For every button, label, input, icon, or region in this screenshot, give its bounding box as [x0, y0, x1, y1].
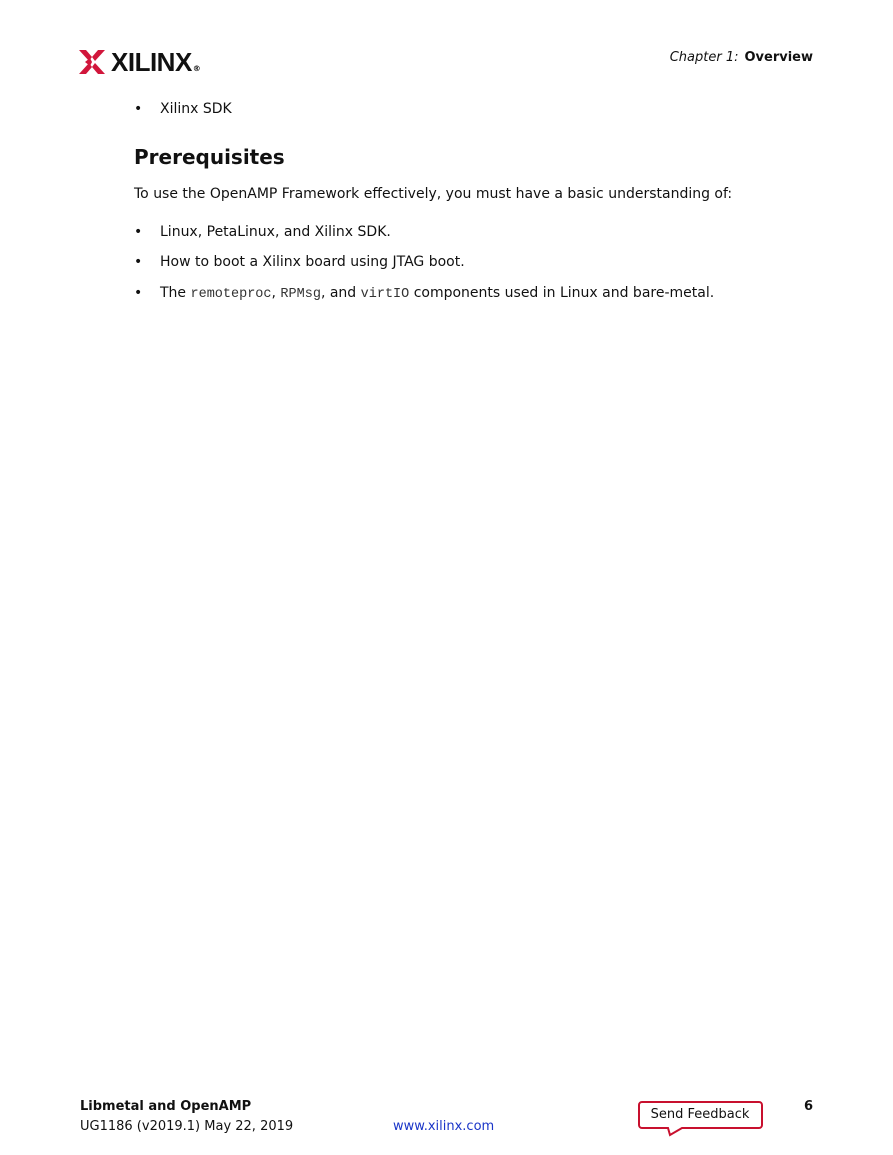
bullet-marker: •	[134, 254, 143, 270]
code-remoteproc: remoteproc	[190, 287, 272, 302]
bullet-marker: •	[134, 285, 143, 301]
text-suffix: components used in Linux and bare-metal.	[409, 285, 715, 301]
bullet-marker: •	[134, 101, 143, 117]
section-heading: Prerequisites	[134, 145, 285, 169]
bullet-marker: •	[134, 224, 143, 240]
chapter-label: Chapter 1:	[669, 50, 739, 65]
logo-wordmark: XILINX	[111, 47, 192, 77]
text-prefix: The	[160, 285, 191, 301]
code-virtio: virtIO	[360, 287, 410, 302]
list-item-text: Linux, PetaLinux, and Xilinx SDK.	[160, 224, 391, 240]
chapter-heading	[670, 50, 813, 65]
code-rpmsg: RPMsg	[280, 287, 321, 302]
intro-paragraph: To use the OpenAMP Framework effectively, you must have a basic understanding of:	[134, 186, 733, 202]
xilinx-logo	[79, 48, 201, 76]
footer-website-link[interactable]: www.xilinx.com	[393, 1119, 495, 1134]
page-number: 6	[803, 1099, 813, 1114]
registered-mark: ®	[192, 64, 201, 73]
footer-doc-info: UG1186 (v2019.1) May 22, 2019	[80, 1119, 294, 1134]
footer-doc-title: Libmetal and OpenAMP	[80, 1099, 252, 1114]
chapter-title: Overview	[744, 50, 813, 65]
text-separator: ,	[271, 285, 281, 301]
send-feedback-button[interactable]	[638, 1101, 766, 1137]
xilinx-x-mark-icon	[79, 50, 105, 74]
list-item-text: How to boot a Xilinx board using JTAG boot.	[160, 254, 465, 270]
list-item-text	[160, 285, 714, 302]
list-item-text: Xilinx SDK	[160, 101, 232, 117]
send-feedback-label: Send Feedback	[650, 1107, 750, 1122]
text-separator: , and	[320, 285, 361, 301]
